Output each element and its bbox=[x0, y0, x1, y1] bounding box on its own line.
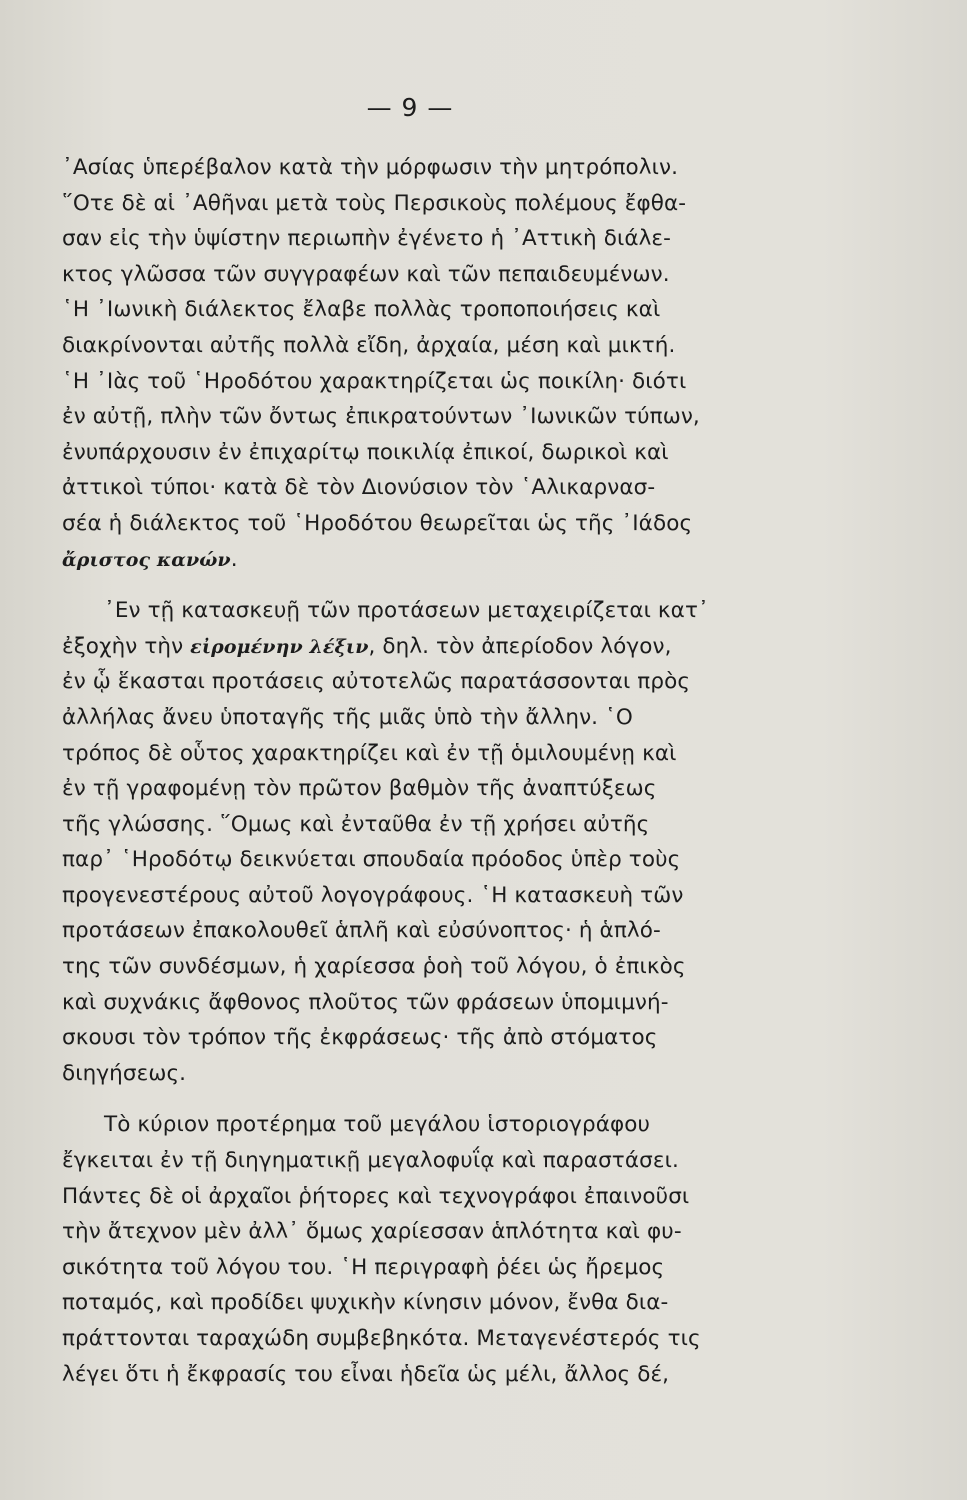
text-line: ἐν ᾧ ἕκασται προτάσεις αὐτοτελῶς παρατάσσονται πρὸς bbox=[62, 669, 691, 695]
text-line: καὶ συχνάκις ἄφθονος πλοῦτος τῶν φράσεων ὑπομιμνή- bbox=[62, 989, 669, 1015]
text-line: ἐν τῇ γραφομένῃ τὸν πρῶτον βαθμὸν τῆς ἀναπτύξεως bbox=[62, 776, 657, 802]
text-line: παρ᾿ ῾Ηροδότῳ δεικνύεται σπουδαία πρόοδος ὑπὲρ τοὺς bbox=[62, 847, 681, 873]
line-end: . bbox=[230, 546, 238, 572]
italic-phrase: ἄριστος κανών bbox=[62, 548, 231, 571]
text-line: διακρίνονται αὐτῆς πολλὰ εἴδη, ἀρχαία, μέση καὶ μικτή. bbox=[62, 332, 676, 358]
text-line: σικότητα τοῦ λόγου του. ῾Η περιγραφὴ ῥέει ὡς ἤρεμος bbox=[62, 1254, 665, 1280]
text-line: τρόπος δὲ οὗτος χαρακτηρίζει καὶ ἐν τῇ ὁμιλουμένῃ καὶ bbox=[62, 740, 677, 766]
text-line: ποταμός, καὶ προδίδει ψυχικὴν κίνησιν μόνον, ἔνθα δια- bbox=[62, 1290, 669, 1316]
text-line: πράττονται ταραχώδη συμβεβηκότα. Μεταγενέστερός τις bbox=[62, 1326, 701, 1351]
text-line: ῾Η ᾿Ιωνικὴ διάλεκτος ἔλαβε πολλὰς τροποποιήσεις καὶ bbox=[62, 297, 661, 323]
text-line bbox=[62, 542, 782, 578]
line-end: , δηλ. τὸν ἀπερίοδον λόγον, bbox=[368, 633, 672, 659]
text-line: τῆς γλώσσης. ῞Ομως καὶ ἐνταῦθα ἐν τῇ χρήσει αὐτῆς bbox=[62, 811, 650, 837]
body-text bbox=[62, 150, 782, 1392]
line-start: ἐξοχὴν τὴν bbox=[62, 633, 191, 659]
text-line: ἔγκειται ἐν τῇ διηγηματικῇ μεγαλοφυΐᾳ καὶ παραστάσει. bbox=[62, 1148, 679, 1174]
paragraph-2 bbox=[62, 593, 782, 1091]
paragraph-1 bbox=[62, 150, 782, 577]
text-line: διηγήσεως. bbox=[62, 1060, 187, 1086]
text-line: λέγει ὅτι ἡ ἔκφρασίς του εἶναι ἡδεῖα ὡς μέλι, ἄλλος δέ, bbox=[62, 1361, 670, 1387]
text-line: τὴν ἄτεχνον μὲν ἀλλ᾿ ὅμως χαρίεσσαν ἁπλότητα καὶ φυ- bbox=[62, 1219, 682, 1245]
text-line: προτάσεων ἐπακολουθεῖ ἁπλῆ καὶ εὐσύνοπτος· ἡ ἁπλό- bbox=[62, 918, 661, 944]
text-line: ἀλλήλας ἄνευ ὑποταγῆς τῆς μιᾶς ὑπὸ τὴν ἄλλην. ῾Ο bbox=[62, 704, 633, 730]
text-line: προγενεστέρους αὐτοῦ λογογράφους. ῾Η κατασκευὴ τῶν bbox=[62, 882, 684, 908]
text-line: σαν εἰς τὴν ὑψίστην περιωπὴν ἐγένετο ἡ ᾿Αττικὴ διάλε- bbox=[62, 226, 672, 252]
paragraph-3 bbox=[62, 1107, 782, 1392]
text-line: ἐν αὐτῇ, πλὴν τῶν ὄντως ἐπικρατούντων ᾿Ιωνικῶν τύπων, bbox=[62, 404, 700, 430]
text-line: σκουσι τὸν τρόπον τῆς ἐκφράσεως· τῆς ἀπὸ στόματος bbox=[62, 1025, 658, 1051]
text-line: ῞Οτε δὲ αἱ ᾿Αθῆναι μετὰ τοὺς Περσικοὺς πολέμους ἔφθα- bbox=[62, 190, 687, 216]
text-line bbox=[62, 629, 782, 665]
text-line: ᾿Εν τῇ κατασκευῇ τῶν προτάσεων μεταχειρίζεται κατ᾿ bbox=[104, 598, 709, 624]
page-number: — 9 — bbox=[366, 93, 454, 122]
text-line: κτος γλῶσσα τῶν συγγραφέων καὶ τῶν πεπαιδευμένων. bbox=[62, 261, 670, 287]
text-line: ᾿Ασίας ὑπερέβαλον κατὰ τὴν μόρφωσιν τὴν μητρόπολιν. bbox=[62, 155, 679, 180]
text-line: σέα ἡ διάλεκτος τοῦ ῾Ηροδότου θεωρεῖται ὡς τῆς ᾿Ιάδος bbox=[62, 510, 693, 536]
text-line: Τὸ κύριον προτέρημα τοῦ μεγάλου ἱστοριογράφου bbox=[104, 1112, 651, 1138]
italic-phrase: εἰρομένην λέξιν bbox=[190, 635, 369, 658]
text-line: ῾Η ᾿Ιὰς τοῦ ῾Ηροδότου χαρακτηρίζεται ὡς ποικίλη· διότι bbox=[62, 368, 687, 394]
text-line: ἀττικοὶ τύποι· κατὰ δὲ τὸν Διονύσιον τὸν ῾Αλικαρνασ- bbox=[62, 475, 656, 501]
text-line: ἐνυπάρχουσιν ἐν ἐπιχαρίτῳ ποικιλίᾳ ἐπικοί, δωρικοὶ καὶ bbox=[62, 439, 669, 465]
text-line: της τῶν συνδέσμων, ἡ χαρίεσσα ῥοὴ τοῦ λόγου, ὁ ἐπικὸς bbox=[62, 954, 686, 980]
text-line: Πάντες δὲ οἱ ἀρχαῖοι ῥήτορες καὶ τεχνογράφοι ἐπαινοῦσι bbox=[62, 1183, 690, 1209]
